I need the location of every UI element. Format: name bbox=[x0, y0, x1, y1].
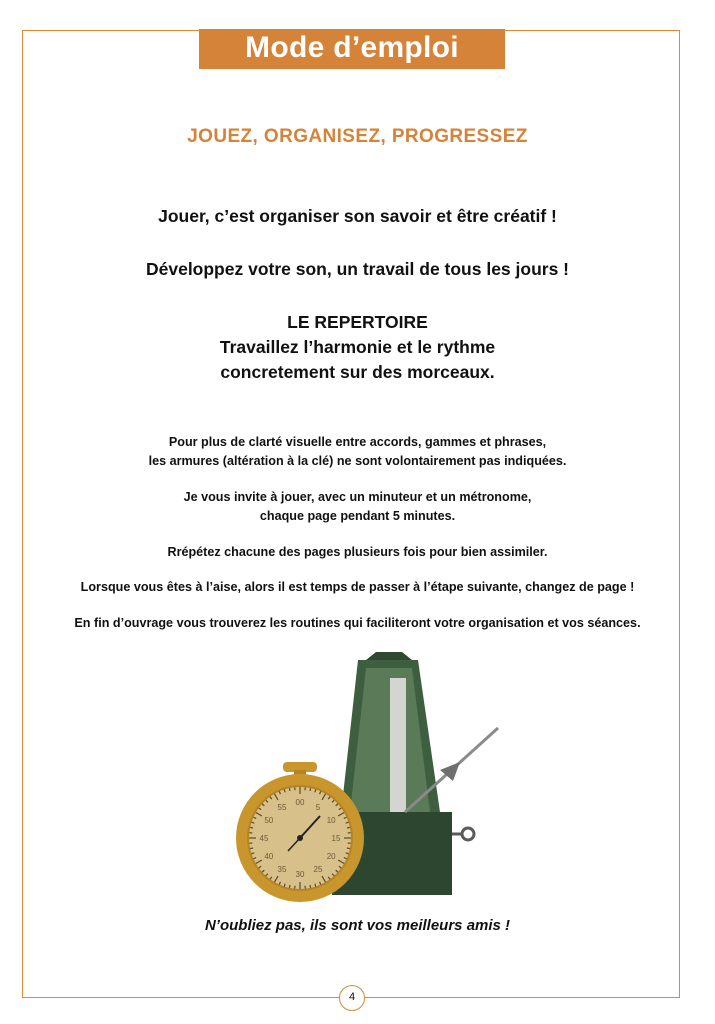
paragraph-timer bbox=[0, 488, 715, 525]
dial-number: 55 bbox=[277, 802, 287, 812]
paragraph-line: chaque page pendant 5 minutes. bbox=[259, 508, 456, 523]
dial-tick bbox=[250, 827, 253, 828]
section-subtitle: JOUEZ, ORGANISEZ, PROGRESSEZ bbox=[187, 126, 528, 147]
paragraph-routines bbox=[0, 614, 715, 633]
repertoire-block bbox=[0, 310, 715, 385]
paragraph-next-step bbox=[0, 578, 715, 597]
repertoire-line-2: concretement sur des morceaux. bbox=[220, 362, 495, 382]
dial-number: 30 bbox=[295, 870, 305, 879]
repertoire-line-1: Travaillez l’harmonie et le rythme bbox=[219, 337, 496, 357]
dial-tick bbox=[289, 788, 290, 791]
dial-tick bbox=[250, 848, 253, 849]
paragraph-line: En fin d’ouvrage vous trouverez les routines qui faciliteront votre organisation et vos séances. bbox=[74, 616, 641, 630]
paragraph-line: Je vous invite à jouer, avec un minuteur et un métronome, bbox=[183, 490, 532, 504]
lead-line-2: Développez votre son, un travail de tous les jours ! bbox=[145, 259, 570, 279]
paragraph-clarity bbox=[0, 433, 715, 470]
dial-tick bbox=[347, 848, 350, 849]
dial-number: 45 bbox=[259, 834, 269, 843]
dial-number: 40 bbox=[264, 852, 274, 861]
dial-tick bbox=[347, 827, 350, 828]
paragraph-repeat bbox=[0, 543, 715, 562]
dial-tick bbox=[310, 885, 311, 888]
dial-number: 10 bbox=[326, 816, 336, 825]
dial-number: 5 bbox=[315, 802, 321, 812]
paragraph-line: Lorsque vous êtes à l’aise, alors il est temps de passer à l’étape suivante, changez de page ! bbox=[80, 580, 635, 594]
page-number: 4 bbox=[339, 985, 365, 1011]
dial-number: 50 bbox=[264, 816, 274, 825]
dial-number: 00 bbox=[295, 798, 305, 807]
closing-motto: N’oubliez pas, ils sont vos meilleurs amis ! bbox=[204, 917, 511, 934]
dial-number: 25 bbox=[313, 865, 323, 875]
timer-metronome-illustration bbox=[190, 640, 520, 910]
dial-tick bbox=[289, 885, 290, 888]
dial-tick bbox=[310, 788, 311, 791]
dial-number: 35 bbox=[277, 865, 287, 875]
paragraph-line: Rrépétez chacune des pages plusieurs fois pour bien assimiler. bbox=[167, 545, 548, 559]
paragraph-line: Pour plus de clarté visuelle entre accords, gammes et phrases, bbox=[168, 435, 547, 449]
dial-number: 15 bbox=[331, 834, 341, 843]
dial-number: 20 bbox=[326, 852, 336, 861]
page-title: Mode d’emploi bbox=[199, 29, 505, 69]
lead-line-1: Jouer, c’est organiser son savoir et être créatif ! bbox=[158, 206, 557, 226]
repertoire-heading: LE REPERTOIRE bbox=[287, 312, 428, 332]
paragraph-line: les armures (altération à la clé) ne sont volontairement pas indiquées. bbox=[148, 453, 567, 468]
